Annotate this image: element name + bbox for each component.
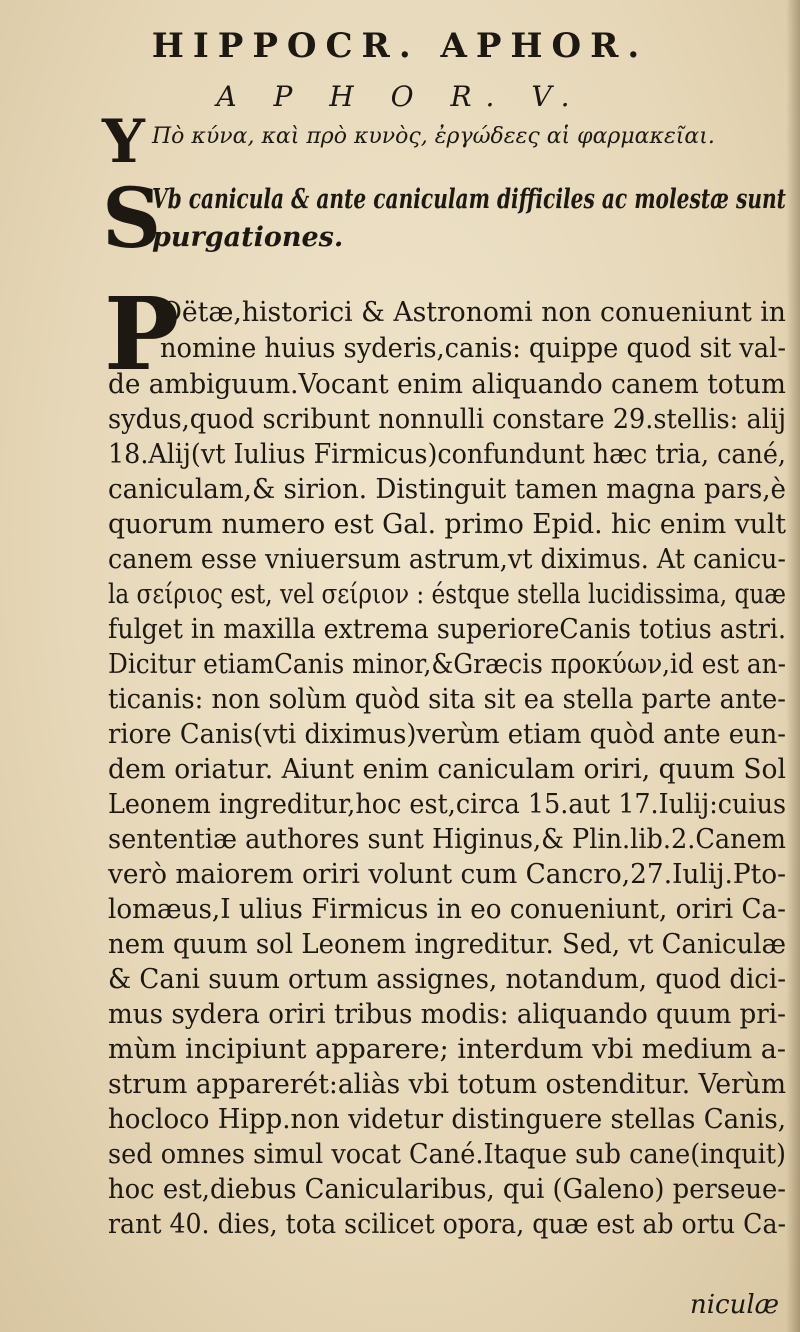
commentary-line: hocloco Hipp.non videtur distinguere stellas Canis, [108,1103,787,1135]
commentary-line: hoc est,diebus Canicularibus, qui (Galeno) perseue- [108,1173,787,1205]
greek-text: Πὸ κύνα, καὶ πρὸ κυνὸς, ἐργώδεες αἱ φαρμακεῖαι. [152,124,715,149]
commentary-line: de ambiguum.Vocant enim aliquando canem totum [108,368,786,400]
commentary-line: lomæus,I ulius Firmicus in eo conueniunt, oriri Ca- [108,893,786,925]
commentary-line: strum apparerét:aliàs vbi totum ostenditur. Verùm [108,1068,787,1100]
commentary-line: riore Canis(vti diximus)verùm etiam quòd ante eun- [108,718,786,750]
commentary-line: nem quum sol Leonem ingreditur. Sed, vt Caniculæ [108,928,786,960]
commentary-line: dem oriatur. Aiunt enim caniculam oriri, quum Sol [108,753,787,785]
aphorism-title: A P H O R. V. [216,80,584,113]
latin-line: purgationes. [152,222,344,253]
latin-line: Vb canicula & ante caniculam difficiles ac molestæ sunt [152,184,786,215]
latin-initial-letter: S [102,171,162,267]
commentary-line: Dicitur etiamCanis minor,&Græcis προκύων,id est an- [108,648,786,680]
greek-aphorism [102,107,782,177]
commentary-line: rant 40. dies, tota scilicet opora, quæ est ab ortu Ca- [108,1208,787,1240]
commentary-line: sed omnes simul vocat Cané.Itaque sub cane(inquit) [108,1138,787,1170]
commentary-line: & Cani suum ortum assignes, notandum, quod dici- [108,963,786,995]
commentary-line: sydus,quod scribunt nonnulli constare 29.stellis: alij [108,403,787,435]
commentary-line: nomine huius syderis,canis: quippe quod sit val- [160,332,787,364]
commentary-line: quorum numero est Gal. primo Epid. hic enim vult [108,508,787,540]
commentary-line: mùm incipiunt apparere; interdum vbi medium a- [108,1033,787,1065]
commentary-line: sententiæ authores sunt Higinus,& Plin.lib.2.Canem [108,823,786,855]
commentary-line: caniculam,& sirion. Distinguit tamen magna pars,è [108,473,787,505]
commentary-line: fulget in maxilla extrema superioreCanis totius astri. [108,613,786,645]
commentary-initial-letter: P [104,275,180,393]
commentary-line: la σείριος est, vel σείριον : éstque stella lucidissima, quæ [108,578,787,610]
greek-initial-letter: Υ [102,107,145,177]
commentary-line: ticanis: non solùm quòd sita sit ea stella parte ante- [108,683,787,715]
commentary-line: Oëtæ,historici & Astronomi non conueniunt in [160,296,786,328]
commentary-line: canem esse vniuersum astrum,vt diximus. At canicu- [108,543,786,575]
running-head: HIPPOCR. APHOR. [151,26,649,66]
commentary-line: 18.Alij(vt Iulius Firmicus)confundunt hæc tria, cané, [108,438,787,470]
commentary-line: verò maiorem oriri volunt cum Cancro,27.Iulij.Pto- [108,858,787,890]
commentary-line: mus sydera oriri tribus modis: aliquando quum pri- [108,998,787,1030]
commentary-line: Leonem ingreditur,hoc est,circa 15.aut 17.Iulij:cuius [108,788,787,820]
catchword: niculæ [690,1290,780,1320]
latin-aphorism [102,171,792,267]
